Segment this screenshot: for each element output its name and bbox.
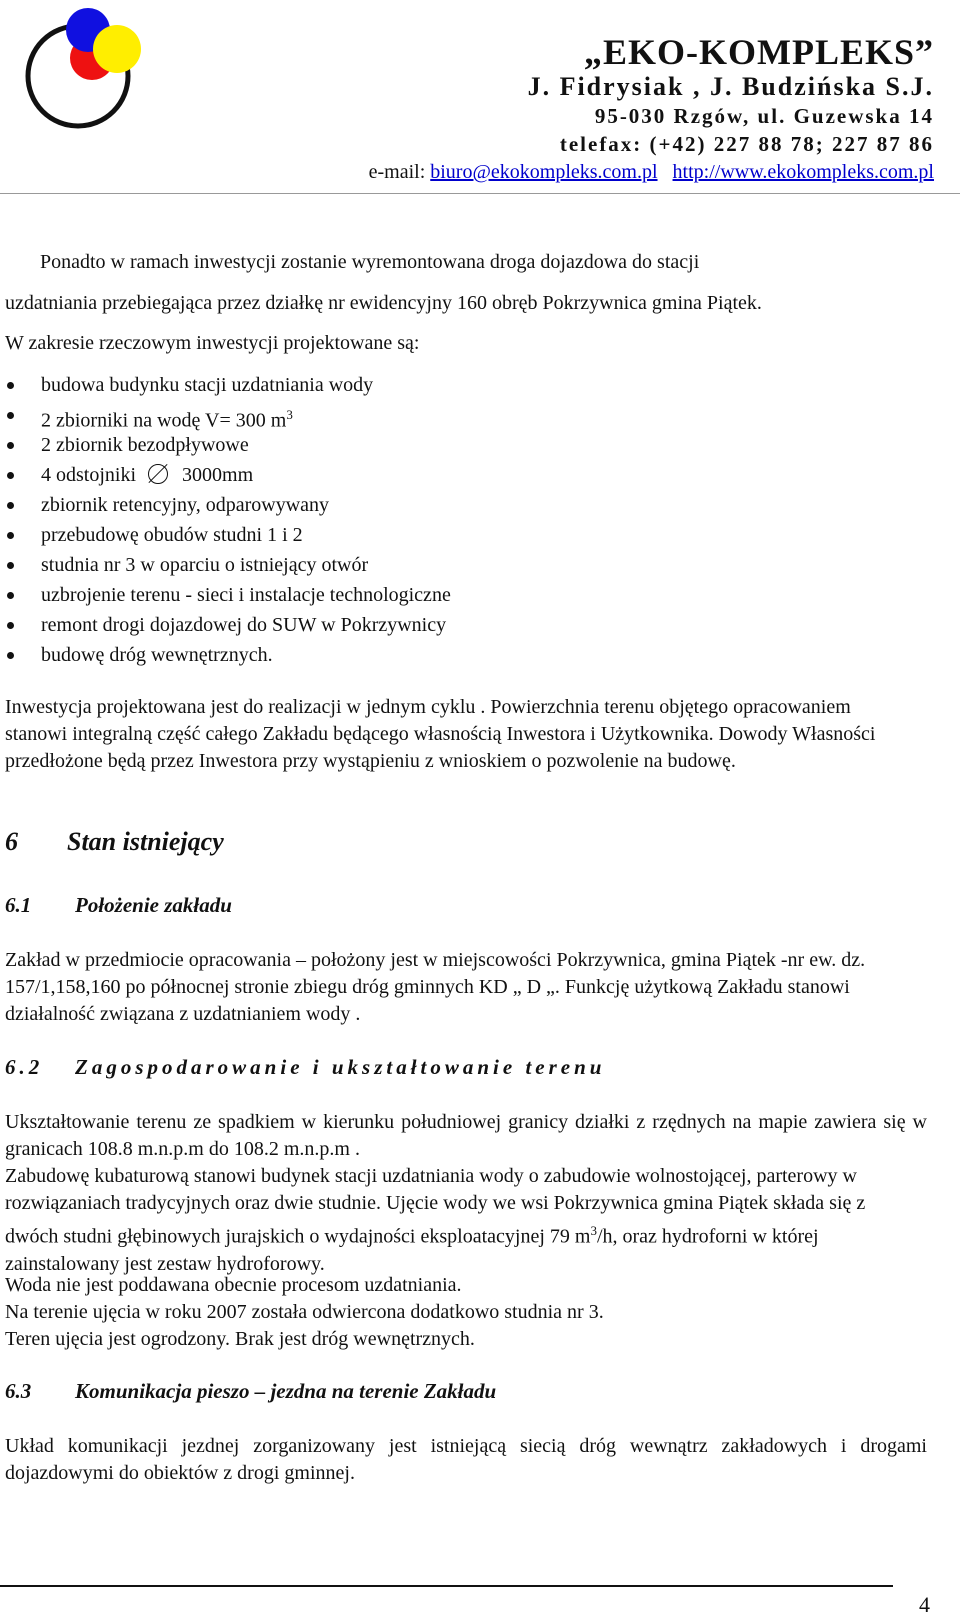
list-item [5, 550, 451, 580]
section-number: 6.3 [5, 1379, 32, 1403]
section-title: Położenie zakładu [75, 893, 232, 917]
company-logo [14, 4, 144, 134]
list-item-text: 4 odstojniki [41, 464, 137, 486]
section-6-2-heading [5, 1055, 605, 1080]
superscript: 3 [590, 1223, 597, 1238]
list-item [5, 610, 451, 640]
list-item [5, 460, 451, 490]
list-item-text: 2 zbiornik bezodpływowe [41, 434, 249, 456]
intro-scope: W zakresie rzeczowym inwestycji projektowane są: [5, 332, 420, 354]
list-item-text: remont drogi dojazdowej do SUW w Pokrzywnicy [41, 614, 447, 636]
section-6-1-text: Zakład w przedmiocie opracowania – położony jest w miejscowości Pokrzywnica, gmina Piątek -nr ew. dz. 157/1,158,160 po północnej stronie zbiegu dróg gminnych KD „ D „. Funkcję użytkową Zakładu stanowi działalność związana z uzdatnianiem wody . [5, 949, 866, 1025]
list-item-text: budowa budynku stacji uzdatniania wody [41, 374, 374, 396]
list-item-text: 3000mm [182, 464, 254, 486]
header-divider [0, 193, 960, 194]
page-number: 4 [919, 1592, 930, 1617]
list-item-text: budowę dróg wewnętrznych. [41, 644, 273, 666]
list-item-text: przebudowę obudów studni 1 i 2 [41, 524, 303, 546]
company-name: „EKO-KOMPLEKS” [583, 32, 934, 72]
list-item [5, 520, 451, 550]
section-6-heading [5, 827, 224, 857]
text-segment: Zabudowę kubaturową stanowi budynek stacji uzdatniania wody o zabudowie wolnostojącej, parterowy w rozwiązaniach tradycyjnych oraz dwie studnie. Ujęcie wody we wsi Pokrzywnica gmina Piątek składa się z dwóch studni głębinowych jurajskich o wydajności eksploatacyjnej 79 m [5, 1165, 866, 1248]
list-item [5, 370, 451, 400]
diameter-icon [148, 464, 168, 484]
intro-line-2: uzdatniania przebiegająca przez działkę nr ewidencyjny 160 obręb Pokrzywnica gmina Piątek. [5, 292, 762, 314]
list-item [5, 580, 451, 610]
section-title: Zagospodarowanie i ukształtowanie terenu [75, 1055, 606, 1079]
company-info [369, 32, 934, 186]
investment-paragraph: Inwestycja projektowana jest do realizacji w jednym cyklu . Powierzchnia terenu objętego opracowaniem stanowi integralną część całego Zakładu będącego własnością Inwestora i Użytkownika. Dowody Własności przedłożone będą przez Inwestora przy wystąpieniu z wnioskiem o pozwolenie na budowę. [5, 696, 876, 772]
list-item-text: zbiornik retencyjny, odparowywany [41, 494, 330, 516]
text-segment: /h, oraz hydroforni w której zainstalowany jest zestaw hydroforowy. [5, 1225, 819, 1275]
scope-list [5, 370, 451, 670]
section-6-2-text-1: Ukształtowanie terenu ze spadkiem w kierunku południowej granicy działki z rzędnych na mapie zawiera się w granicach 108.8 m.n.p.m do 108.2 m.n.p.m . [5, 1111, 927, 1160]
list-item [5, 490, 451, 520]
company-phone: telefax: (+42) 227 88 78; 227 87 86 [559, 132, 934, 156]
website-link[interactable]: http://www.ekokompleks.com.pl [672, 161, 934, 183]
section-6-2-text-3: Woda nie jest poddawana obecnie procesom uzdatniania. [5, 1274, 462, 1296]
superscript: 3 [286, 407, 293, 422]
section-6-3-text: Układ komunikacji jezdnej zorganizowany jest istniejącą siecią dróg wewnątrz zakładowych i drogami dojazdowymi do obiektów z drogi gminnej. [5, 1435, 927, 1484]
section-number: 6.1 [5, 893, 32, 917]
list-item-text: 2 zbiorniki na wodę V= 300 m [41, 409, 287, 432]
list-item-text: uzbrojenie terenu - sieci i instalacje technologiczne [41, 584, 451, 606]
section-6-3-heading [5, 1379, 496, 1404]
section-title: Komunikacja pieszo – jezdna na terenie Zakładu [75, 1379, 497, 1403]
section-6-2-text-2 [5, 1163, 917, 1278]
list-item [5, 400, 451, 430]
section-title: Stan istniejący [67, 827, 224, 856]
intro-line-1: Ponadto w ramach inwestycji zostanie wyremontowana droga dojazdowa do stacji [40, 251, 700, 273]
section-number: 6 [5, 827, 18, 856]
section-6-2-text-5: Teren ujęcia jest ogrodzony. Brak jest dróg wewnętrznych. [5, 1328, 475, 1350]
email-link[interactable]: biuro@ekokompleks.com.pl [430, 161, 658, 183]
list-item-text: studnia nr 3 w oparciu o istniejący otwór [41, 554, 369, 576]
email-label: e-mail: [368, 161, 426, 183]
section-number: 6.2 [5, 1055, 44, 1079]
list-item [5, 430, 451, 460]
company-contact [369, 158, 934, 186]
company-owners: J. Fidrysiak , J. Budzińska S.J. [527, 72, 934, 101]
company-address: 95-030 Rzgów, ul. Guzewska 14 [594, 104, 934, 128]
list-item [5, 640, 451, 670]
footer-divider [0, 1585, 893, 1587]
section-6-2-text-4: Na terenie ujęcia w roku 2007 została odwiercona dodatkowo studnia nr 3. [5, 1301, 604, 1323]
section-6-1-heading [5, 893, 232, 918]
